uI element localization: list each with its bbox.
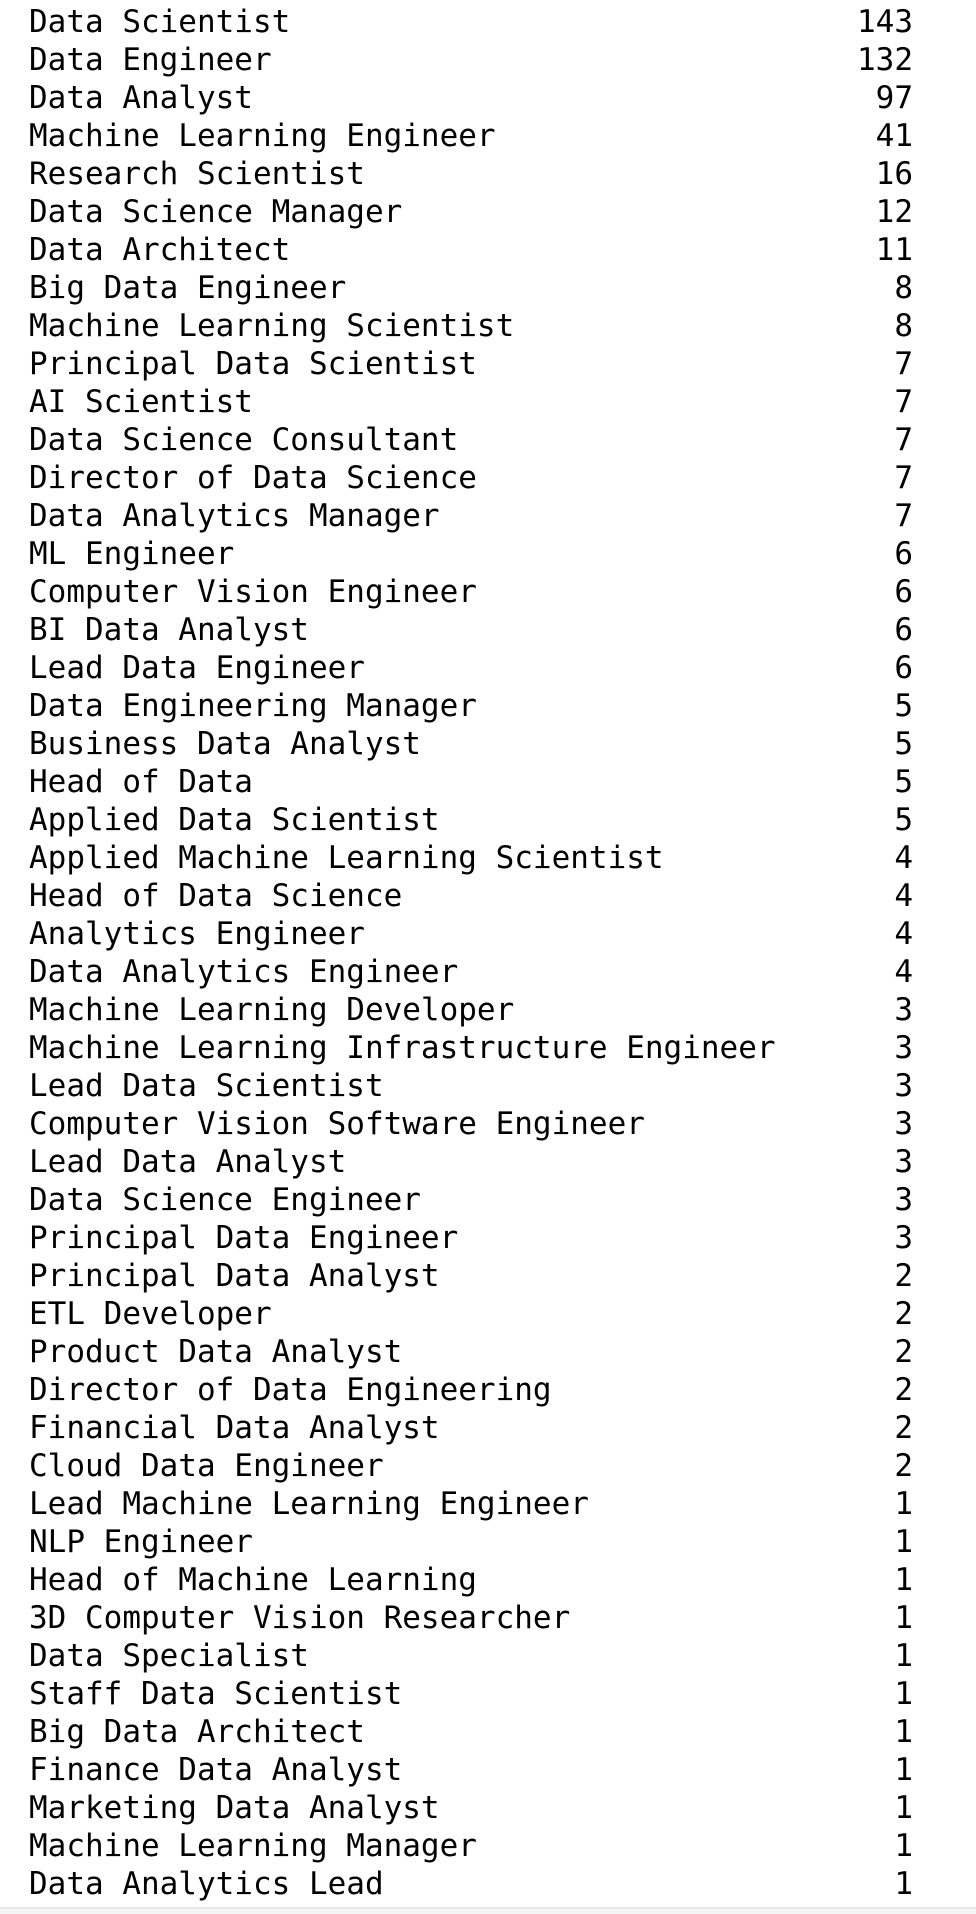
job-title: Lead Data Scientist xyxy=(29,1068,384,1104)
job-count: 4 xyxy=(894,840,913,876)
list-item xyxy=(29,1637,913,1675)
job-title: Data Science Engineer xyxy=(29,1182,421,1218)
list-item xyxy=(29,991,913,1029)
job-count: 1 xyxy=(894,1638,913,1674)
job-title: ML Engineer xyxy=(29,536,235,572)
list-item xyxy=(29,1257,913,1295)
list-item xyxy=(29,725,913,763)
job-title: Data Science Consultant xyxy=(29,422,459,458)
job-title: Business Data Analyst xyxy=(29,726,421,762)
job-count: 1 xyxy=(894,1676,913,1712)
list-item xyxy=(29,1333,913,1371)
job-title: Cloud Data Engineer xyxy=(29,1448,384,1484)
job-count: 3 xyxy=(894,1030,913,1066)
job-count: 3 xyxy=(894,1068,913,1104)
list-item xyxy=(29,1067,913,1105)
job-count: 2 xyxy=(894,1334,913,1370)
list-item xyxy=(29,421,913,459)
job-title: Data Analyst xyxy=(29,80,253,116)
job-count: 3 xyxy=(894,992,913,1028)
job-title: Analytics Engineer xyxy=(29,916,365,952)
list-item xyxy=(29,915,913,953)
job-title: Data Engineering Manager xyxy=(29,688,477,724)
job-count: 2 xyxy=(894,1258,913,1294)
job-title: Machine Learning Manager xyxy=(29,1828,477,1864)
job-title: Data Science Manager xyxy=(29,194,403,230)
job-count: 1 xyxy=(894,1600,913,1636)
list-item xyxy=(29,1105,913,1143)
job-count: 7 xyxy=(894,384,913,420)
list-item xyxy=(29,1029,913,1067)
job-count: 7 xyxy=(894,498,913,534)
job-count: 5 xyxy=(894,764,913,800)
job-count: 5 xyxy=(894,802,913,838)
job-title: Lead Data Analyst xyxy=(29,1144,347,1180)
job-count: 2 xyxy=(894,1296,913,1332)
job-title: Data Analytics Engineer xyxy=(29,954,459,990)
job-title: Principal Data Scientist xyxy=(29,346,477,382)
job-title: Data Analytics Manager xyxy=(29,498,440,534)
job-count: 41 xyxy=(875,118,913,154)
list-item xyxy=(29,1599,913,1637)
job-count: 1 xyxy=(894,1866,913,1902)
list-item xyxy=(29,611,913,649)
job-title: Data Engineer xyxy=(29,42,272,78)
job-count: 2 xyxy=(894,1410,913,1446)
job-title: Head of Data xyxy=(29,764,253,800)
job-title: Data Analytics Lead xyxy=(29,1866,384,1902)
job-title: Marketing Data Analyst xyxy=(29,1790,440,1826)
job-title: Product Data Analyst xyxy=(29,1334,403,1370)
job-count: 3 xyxy=(894,1182,913,1218)
list-item xyxy=(29,1371,913,1409)
list-item xyxy=(29,1675,913,1713)
job-title: Lead Data Engineer xyxy=(29,650,365,686)
list-item xyxy=(29,3,913,41)
list-item xyxy=(29,1561,913,1599)
job-title: AI Scientist xyxy=(29,384,253,420)
job-count: 4 xyxy=(894,878,913,914)
job-count: 1 xyxy=(894,1790,913,1826)
job-count: 6 xyxy=(894,650,913,686)
list-item xyxy=(29,1865,913,1903)
list-item xyxy=(29,877,913,915)
job-count: 5 xyxy=(894,688,913,724)
job-title: Data Architect xyxy=(29,232,291,268)
job-count: 6 xyxy=(894,574,913,610)
job-title: Director of Data Science xyxy=(29,460,477,496)
list-item xyxy=(29,117,913,155)
horizontal-scrollbar-track[interactable] xyxy=(0,1907,976,1914)
list-item xyxy=(29,1713,913,1751)
job-count: 12 xyxy=(875,194,913,230)
list-item xyxy=(29,193,913,231)
job-title: Head of Data Science xyxy=(29,878,403,914)
list-item xyxy=(29,953,913,991)
job-count: 7 xyxy=(894,346,913,382)
list-item xyxy=(29,497,913,535)
list-item xyxy=(29,155,913,193)
job-title: Big Data Architect xyxy=(29,1714,365,1750)
list-item xyxy=(29,345,913,383)
list-item xyxy=(29,535,913,573)
job-count: 97 xyxy=(875,80,913,116)
job-count: 1 xyxy=(894,1828,913,1864)
job-count: 3 xyxy=(894,1220,913,1256)
job-title: Machine Learning Scientist xyxy=(29,308,515,344)
job-count: 8 xyxy=(894,308,913,344)
job-count: 16 xyxy=(875,156,913,192)
list-item xyxy=(29,1181,913,1219)
list-item xyxy=(29,1523,913,1561)
job-title: Director of Data Engineering xyxy=(29,1372,552,1408)
job-count: 5 xyxy=(894,726,913,762)
list-item xyxy=(29,1295,913,1333)
list-item xyxy=(29,1827,913,1865)
list-item xyxy=(29,41,913,79)
job-title: Big Data Engineer xyxy=(29,270,347,306)
job-title: Applied Machine Learning Scientist xyxy=(29,840,664,876)
job-title: Machine Learning Developer xyxy=(29,992,515,1028)
job-title: Applied Data Scientist xyxy=(29,802,440,838)
job-count: 8 xyxy=(894,270,913,306)
job-title: Computer Vision Software Engineer xyxy=(29,1106,645,1142)
job-count: 2 xyxy=(894,1448,913,1484)
list-item xyxy=(29,573,913,611)
list-item xyxy=(29,307,913,345)
job-count: 4 xyxy=(894,954,913,990)
list-item xyxy=(29,383,913,421)
list-item xyxy=(29,839,913,877)
list-item xyxy=(29,231,913,269)
job-title: Finance Data Analyst xyxy=(29,1752,403,1788)
job-count: 3 xyxy=(894,1106,913,1142)
value-counts-output xyxy=(29,0,913,1903)
job-title: Principal Data Engineer xyxy=(29,1220,459,1256)
job-title: NLP Engineer xyxy=(29,1524,253,1560)
job-count: 3 xyxy=(894,1144,913,1180)
list-item xyxy=(29,79,913,117)
job-title: Staff Data Scientist xyxy=(29,1676,403,1712)
job-title: Lead Machine Learning Engineer xyxy=(29,1486,589,1522)
job-count: 4 xyxy=(894,916,913,952)
list-item xyxy=(29,801,913,839)
job-count: 1 xyxy=(894,1562,913,1598)
job-count: 1 xyxy=(894,1714,913,1750)
job-count: 11 xyxy=(875,232,913,268)
job-title: BI Data Analyst xyxy=(29,612,309,648)
list-item xyxy=(29,1789,913,1827)
job-title: Machine Learning Engineer xyxy=(29,118,496,154)
job-count: 143 xyxy=(857,4,913,40)
job-title: Financial Data Analyst xyxy=(29,1410,440,1446)
job-title: Machine Learning Infrastructure Engineer xyxy=(29,1030,776,1066)
job-count: 7 xyxy=(894,422,913,458)
job-count: 132 xyxy=(857,42,913,78)
job-count: 2 xyxy=(894,1372,913,1408)
job-title: Data Scientist xyxy=(29,4,291,40)
job-title: Research Scientist xyxy=(29,156,365,192)
job-title: 3D Computer Vision Researcher xyxy=(29,1600,571,1636)
job-title: ETL Developer xyxy=(29,1296,272,1332)
list-item xyxy=(29,459,913,497)
job-count: 7 xyxy=(894,460,913,496)
job-count: 6 xyxy=(894,612,913,648)
list-item xyxy=(29,1143,913,1181)
list-item xyxy=(29,649,913,687)
list-item xyxy=(29,1219,913,1257)
list-item xyxy=(29,1485,913,1523)
job-count: 1 xyxy=(894,1486,913,1522)
list-item xyxy=(29,1751,913,1789)
list-item xyxy=(29,269,913,307)
list-item xyxy=(29,1447,913,1485)
list-item xyxy=(29,687,913,725)
list-item xyxy=(29,1409,913,1447)
job-count: 1 xyxy=(894,1752,913,1788)
list-item xyxy=(29,763,913,801)
job-count: 6 xyxy=(894,536,913,572)
job-title: Computer Vision Engineer xyxy=(29,574,477,610)
job-title: Head of Machine Learning xyxy=(29,1562,477,1598)
job-title: Principal Data Analyst xyxy=(29,1258,440,1294)
job-title: Data Specialist xyxy=(29,1638,309,1674)
job-count: 1 xyxy=(894,1524,913,1560)
